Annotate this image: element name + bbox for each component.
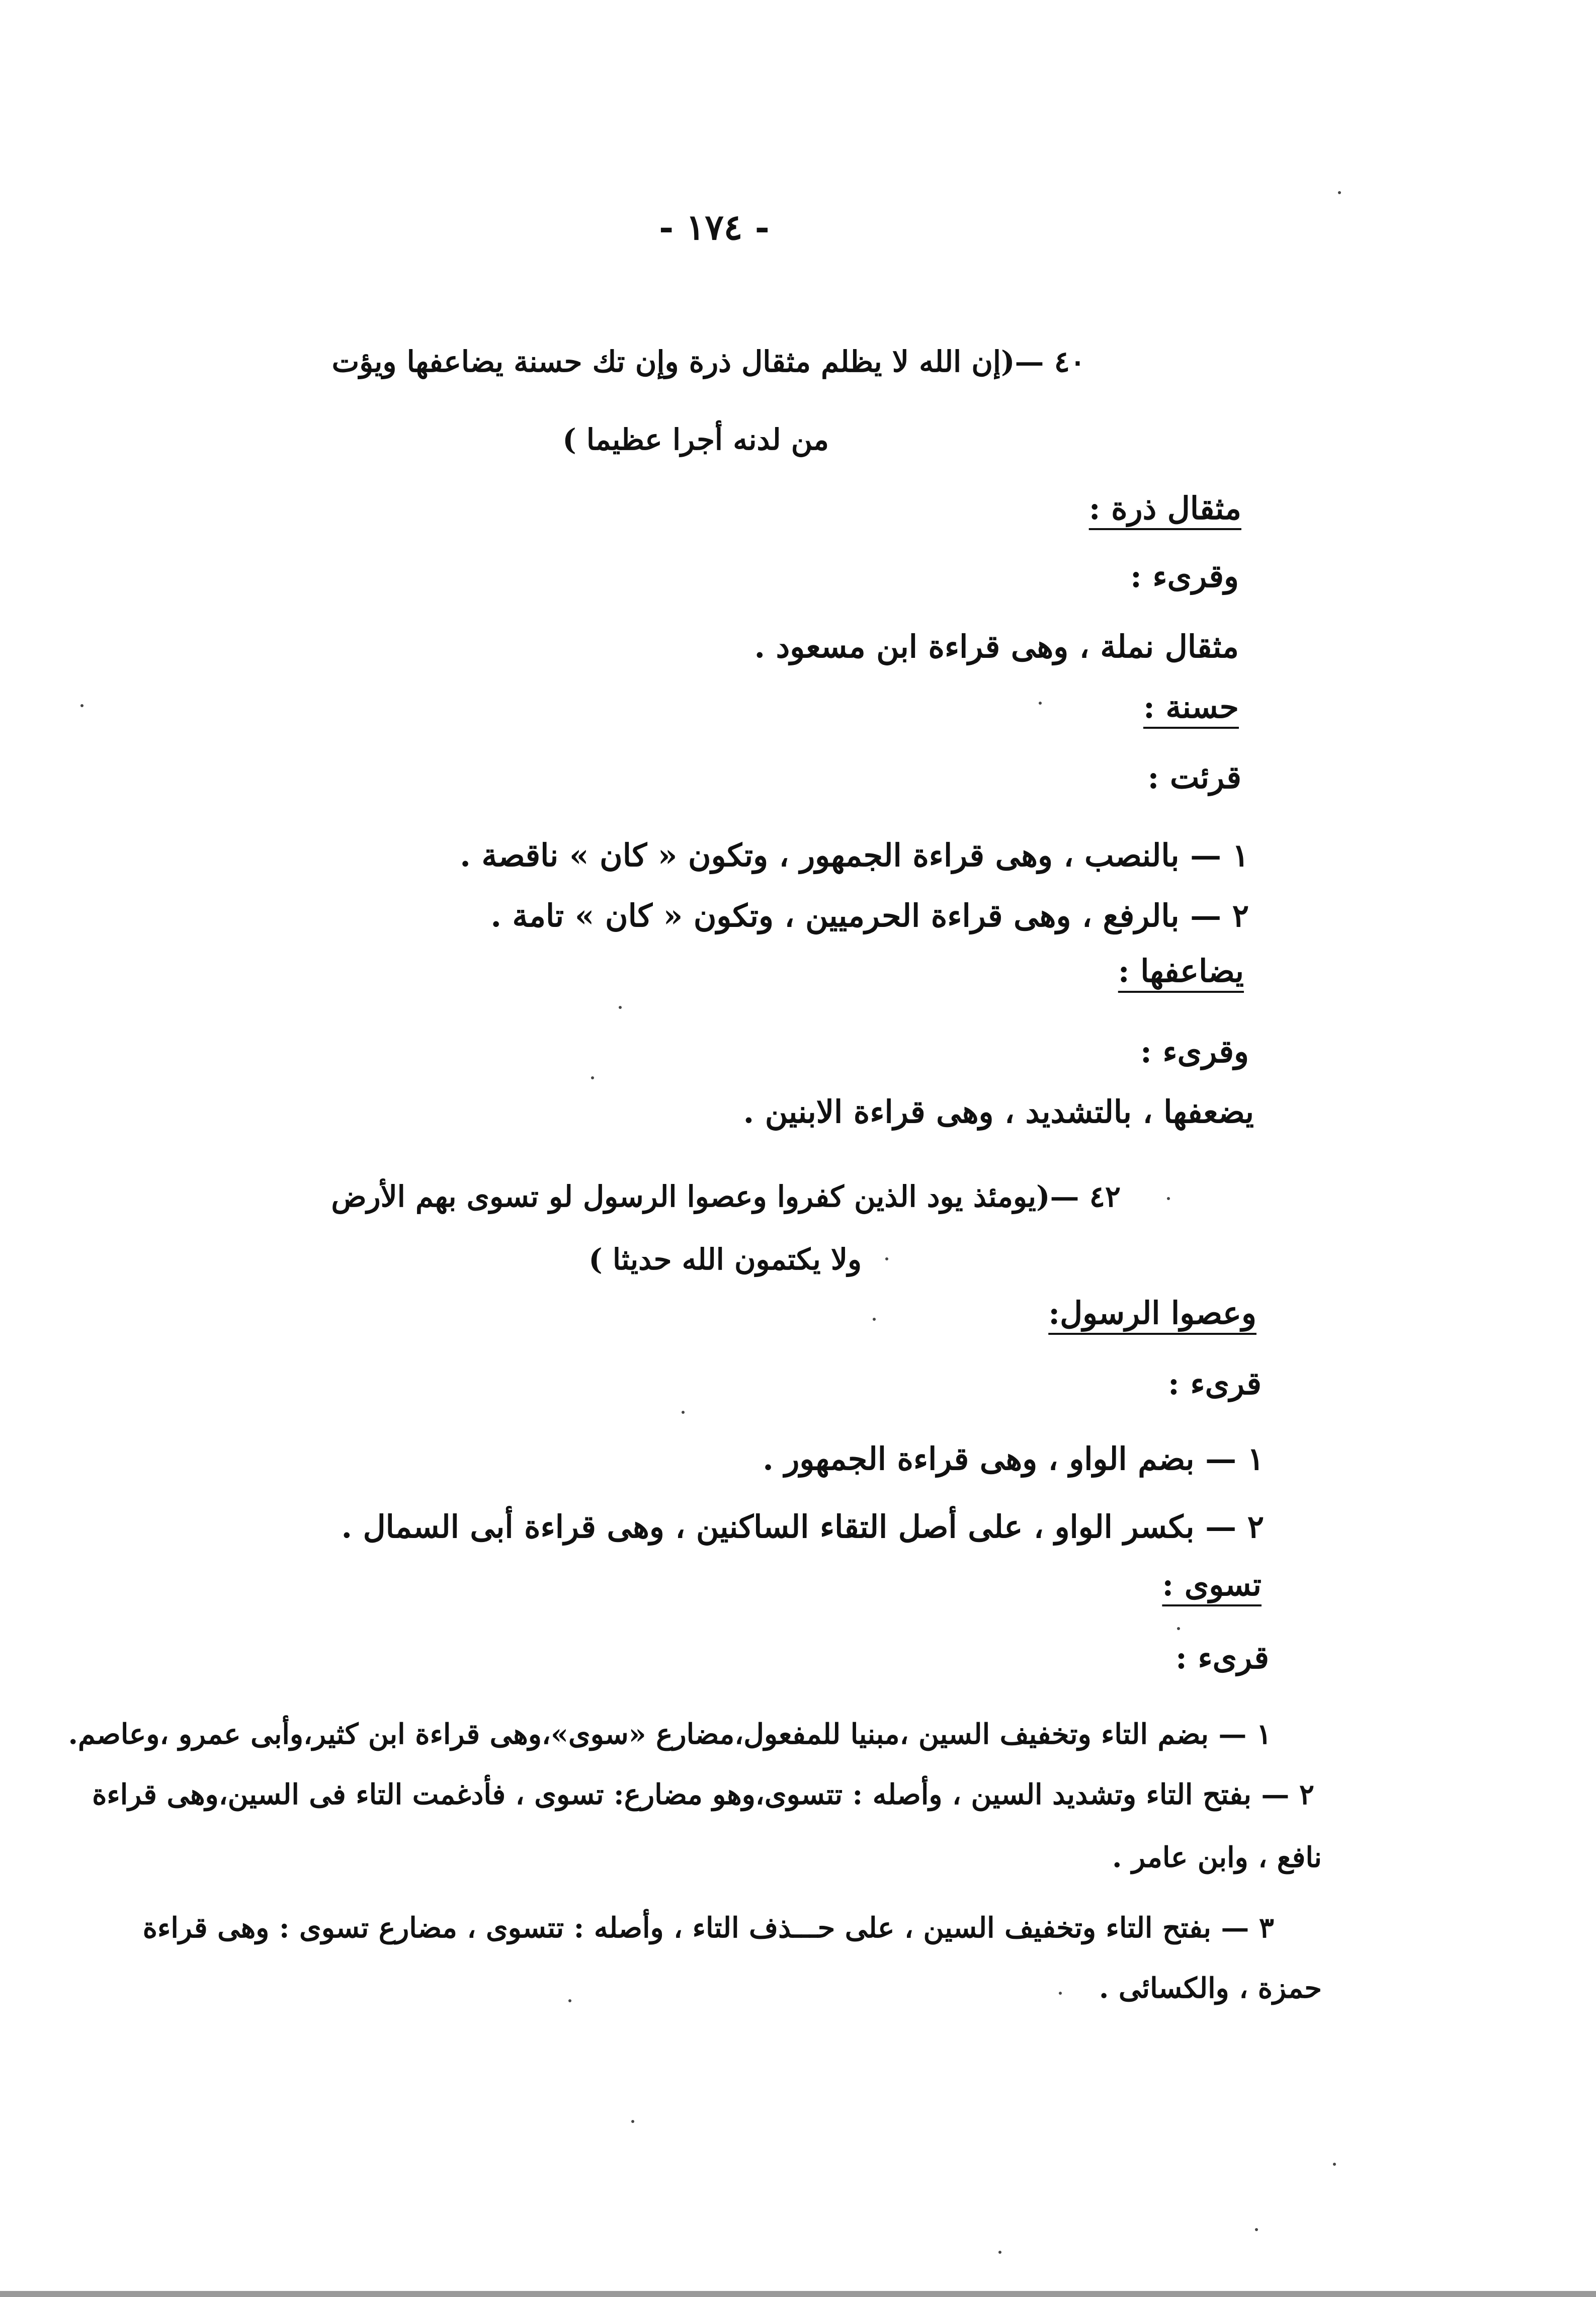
scan-speck	[1333, 2163, 1336, 2166]
scan-speck	[682, 1411, 685, 1414]
scan-speck	[1039, 702, 1042, 705]
tusawwa-reading-2-line-2: نافع ، وابن عامر .	[1112, 1841, 1322, 1874]
qurii-label: وقرىء :	[1140, 1033, 1249, 1070]
yudaifha-reading: يضعفها ، بالتشديد ، وهى قراءة الابنين .	[743, 1093, 1254, 1130]
heading-wasaw-alrasul: وعصوا الرسول:	[1048, 1295, 1256, 1331]
qurii-label: قرئت :	[1147, 759, 1241, 796]
page-number: - ١٧٤ -	[659, 206, 770, 248]
wasaw-reading-1: ١ — بضم الواو ، وهى قراءة الجمهور .	[763, 1440, 1264, 1477]
scan-speck	[885, 1257, 888, 1260]
qurii-label: قرىء :	[1175, 1639, 1269, 1676]
tusawwa-reading-3-line-1: ٣ — بفتح التاء وتخفيف السين ، على حـــذف التاء ، وأصله : تتسوى ، مضارع تسوى : وهى قراءة	[142, 1911, 1274, 1944]
scan-bottom-edge	[0, 2291, 1596, 2297]
heading-tusawwa: تسوى :	[1162, 1566, 1262, 1603]
scan-speck	[80, 704, 83, 707]
qurii-label: قرىء :	[1168, 1365, 1262, 1402]
scan-speck	[1338, 191, 1341, 194]
scan-speck	[1167, 1197, 1170, 1200]
verse-42-line-1: ٤٢ —(يومئذ يود الذين كفروا وعصوا الرسول لو تسوى بهم الأرض	[331, 1179, 1121, 1214]
heading-hasana: حسنة :	[1143, 689, 1239, 725]
scan-speck	[568, 1999, 571, 2002]
hasana-reading-2: ٢ — بالرفع ، وهى قراءة الحرميين ، وتكون « كان » تامة .	[490, 897, 1249, 934]
scan-speck	[619, 1006, 622, 1009]
scan-speck	[591, 1076, 594, 1079]
heading-mithqal-dharra: مثقال ذرة :	[1088, 490, 1241, 527]
tusawwa-reading-2-line-1: ٢ — بفتح التاء وتشديد السين ، وأصله : تتسوى،وهو مضارع: تسوى ، فأدغمت التاء فى السين،وهى قراءة	[92, 1778, 1314, 1811]
hasana-reading-1: ١ — بالنصب ، وهى قراءة الجمهور ، وتكون « كان » ناقصة .	[460, 837, 1249, 874]
scan-speck	[1059, 1992, 1062, 1995]
mithqal-reading: مثقال نملة ، وهى قراءة ابن مسعود .	[754, 628, 1239, 665]
verse-40-line-2: من لدنه أجرا عظيما )	[562, 422, 829, 457]
tusawwa-reading-3-line-2: حمزة ، والكسائى .	[1099, 1972, 1322, 2005]
scan-speck	[1255, 2228, 1258, 2231]
qurii-label: وقرىء :	[1130, 558, 1239, 594]
scan-speck	[873, 1318, 876, 1321]
verse-42-line-2: ولا يكتمون الله حديثا )	[589, 1242, 862, 1277]
scan-speck	[998, 2251, 1001, 2254]
scan-speck	[1177, 1627, 1180, 1630]
wasaw-reading-2: ٢ — بكسر الواو ، على أصل التقاء الساكنين ، وهى قراءة أبى السمال .	[341, 1508, 1264, 1545]
scan-speck	[631, 2120, 634, 2123]
tusawwa-reading-1: ١ — بضم التاء وتخفيف السين ،مبنيا للمفعول،مضارع «سوى»،وهى قراءة ابن كثير،وأبى عمرو ،وعاصم.	[68, 1718, 1272, 1751]
heading-yudaifha: يضاعفها :	[1118, 953, 1244, 989]
verse-40-line-1: ٤٠ —(إن الله لا يظلم مثقال ذرة وإن تك حسنة يضاعفها ويؤت	[331, 345, 1085, 379]
